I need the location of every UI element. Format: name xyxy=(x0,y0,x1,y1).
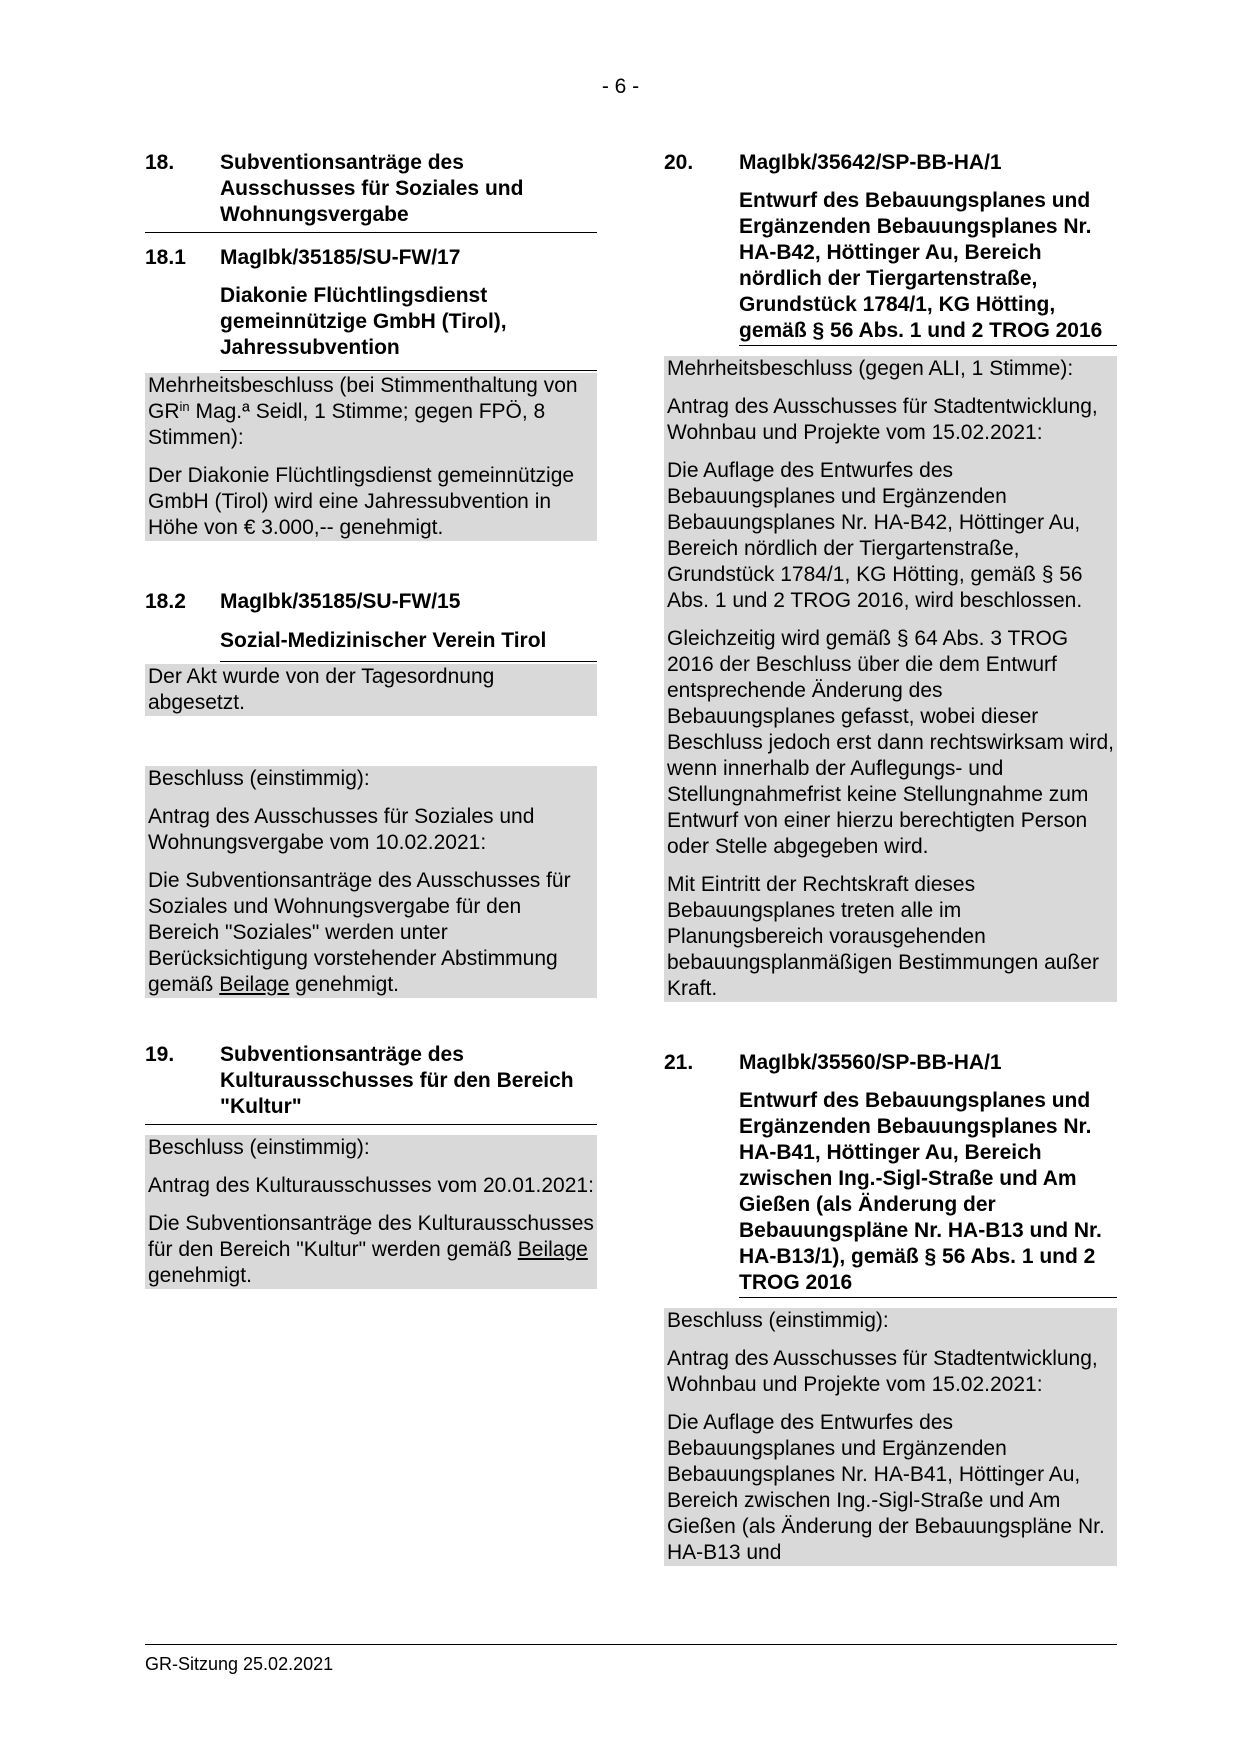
motion-text: Antrag des Ausschusses für Soziales und Wohnungsvergabe vom 10.02.2021: xyxy=(148,805,535,854)
page-number: - 6 - xyxy=(601,75,640,98)
item-21-title: Entwurf des Bebauungsplanes und Ergänzenden Bebauungsplanes Nr. HA-B41, Höttinger Au, Bereich zwischen Ing.-Sigl-Straße und Am Gießen (als Änderung der Bebauungspläne Nr. HA-B13 und Nr. HA-B13/1), gemäß § 56 Abs. 1 und 2 TROG 2016 xyxy=(739,1088,1117,1298)
item-18-2-note xyxy=(145,664,597,716)
vote-result: Beschluss (einstimmig): xyxy=(148,1136,370,1159)
item-21-resolution xyxy=(664,1308,1117,1566)
motion-text: Antrag des Ausschusses für Stadtentwicklung, Wohnbau und Projekte vom 15.02.2021: xyxy=(667,1347,1098,1396)
item-number: 18.2 xyxy=(145,590,186,613)
item-number: 21. xyxy=(664,1051,694,1074)
item-18-2-heading xyxy=(145,589,597,615)
item-18-1-resolution xyxy=(145,373,597,541)
motion-text: Antrag des Kulturausschusses vom 20.01.2021: xyxy=(148,1174,594,1197)
decision-text: Die Subventionsanträge des Kulturausschusses für den Bereich "Kultur" werden gemäß Beilage genehmigt. xyxy=(148,1212,594,1287)
item-19-resolution xyxy=(145,1135,597,1289)
item-18-resolution xyxy=(145,766,597,998)
left-column xyxy=(145,150,597,1289)
right-column xyxy=(664,150,1117,1566)
vote-result: Mehrheitsbeschluss (gegen ALI, 1 Stimme): xyxy=(667,357,1074,380)
item-20-heading xyxy=(664,150,1117,176)
item-reference: MagIbk/35185/SU-FW/17 xyxy=(220,246,461,269)
decision-text: Gleichzeitig wird gemäß § 64 Abs. 3 TROG 2016 der Beschluss über die dem Entwurf entsprechende Änderung des Bebauungsplanes gefasst, wobei dieser Beschluss jedoch erst dann rechtswirksam wird, wenn innerhalb der Auflegungs- und Stellungnahmefrist keine Stellungnahme zum Entwurf von einer hierzu berechtigten Person oder Stelle abgegeben wird. xyxy=(667,627,1115,858)
item-reference: MagIbk/35560/SP-BB-HA/1 xyxy=(739,1051,1002,1074)
vote-result: Beschluss (einstimmig): xyxy=(667,1309,889,1332)
item-number: 18.1 xyxy=(145,246,186,269)
item-number: 19. xyxy=(145,1043,175,1066)
item-18-1-title: Diakonie Flüchtlingsdienst gemeinnützige GmbH (Tirol), Jahressubvention xyxy=(220,283,597,371)
item-title: Subventionsanträge des Ausschusses für Soziales und Wohnungsvergabe xyxy=(220,151,524,226)
item-19-heading xyxy=(145,1042,597,1125)
beilage-link[interactable]: Beilage xyxy=(517,1238,588,1261)
item-18-2-title: Sozial-Medizinischer Verein Tirol xyxy=(220,628,597,662)
decision-text: Die Auflage des Entwurfes des Bebauungsplanes und Ergänzenden Bebauungsplanes Nr. HA-B41, Höttinger Au, Bereich zwischen Ing.-Sigl-Straße und Am Gießen (als Änderung der Bebauungspläne Nr. HA-B13 und xyxy=(667,1411,1105,1564)
item-21-heading xyxy=(664,1050,1117,1076)
item-20-resolution xyxy=(664,356,1117,1002)
decision-text: Die Subventionsanträge des Ausschusses für Soziales und Wohnungsvergabe für den Bereich "Soziales" werden unter Berücksichtigung vorstehender Abstimmung gemäß Beilage genehmigt. xyxy=(148,869,571,996)
decision-text: Die Auflage des Entwurfes des Bebauungsplanes und Ergänzenden Bebauungsplanes Nr. HA-B42, Höttinger Au, Bereich nördlich der Tiergartenstraße, Grundstück 1784/1, KG Hötting, gemäß § 56 Abs. 1 und 2 TROG 2016, wird beschlossen. xyxy=(667,459,1083,612)
decision-text: Mit Eintritt der Rechtskraft dieses Bebauungsplanes treten alle im Planungsbereich vorausgehenden bebauungsplanmäßigen Bestimmungen außer Kraft. xyxy=(667,873,1099,1000)
motion-text: Antrag des Ausschusses für Stadtentwicklung, Wohnbau und Projekte vom 15.02.2021: xyxy=(667,395,1098,444)
vote-result: Mehrheitsbeschluss (bei Stimmenthaltung von $GR^{in}$ Mag.ª Seidl, 1 Stimme; gegen FPÖ, 8 Stimmen): xyxy=(148,374,578,449)
footer-text: GR-Sitzung 25.02.2021 xyxy=(145,1654,334,1674)
beilage-link[interactable]: Beilage xyxy=(219,973,290,996)
item-18-1-heading xyxy=(145,245,597,271)
item-number: 20. xyxy=(664,151,694,174)
item-18-heading xyxy=(145,150,597,233)
item-reference: MagIbk/35642/SP-BB-HA/1 xyxy=(739,151,1002,174)
vote-result: Beschluss (einstimmig): xyxy=(148,767,370,790)
footer-divider xyxy=(145,1644,1117,1645)
note-text: Der Akt wurde von der Tagesordnung abgesetzt. xyxy=(148,665,495,714)
item-number: 18. xyxy=(145,151,175,174)
item-20-title: Entwurf des Bebauungsplanes und Ergänzenden Bebauungsplanes Nr. HA-B42, Höttinger Au, Bereich nördlich der Tiergartenstraße, Grundstück 1784/1, KG Hötting, gemäß § 56 Abs. 1 und 2 TROG 2016 xyxy=(739,188,1117,346)
decision-text: Der Diakonie Flüchtlingsdienst gemeinnützige GmbH (Tirol) wird eine Jahressubvention in Höhe von € 3.000,-- genehmigt. xyxy=(148,464,575,539)
item-title: Subventionsanträge des Kulturausschusses für den Bereich "Kultur" xyxy=(220,1043,574,1118)
item-reference: MagIbk/35185/SU-FW/15 xyxy=(220,590,461,613)
